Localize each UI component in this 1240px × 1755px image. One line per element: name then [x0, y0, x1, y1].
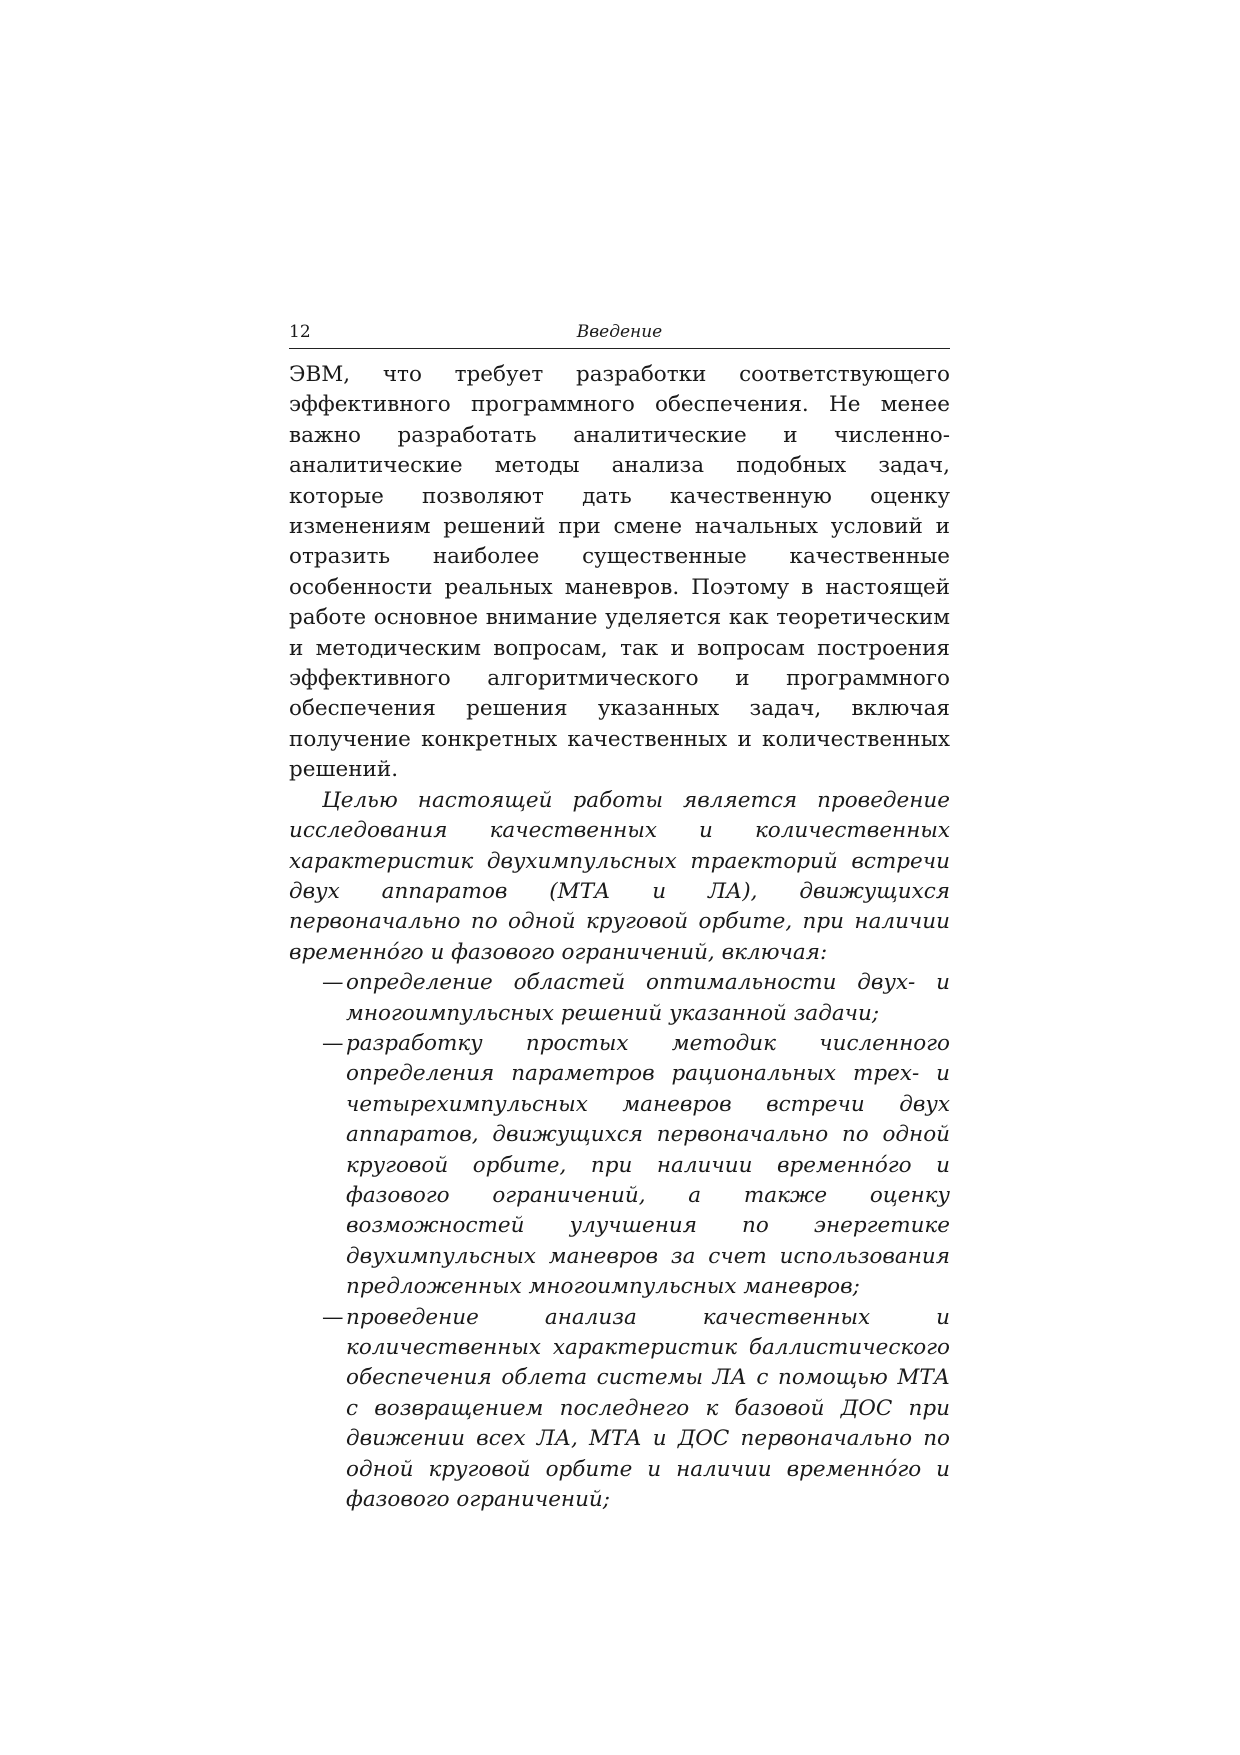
list-item-text: разработку простых методик численного определения параметров рациональных трех- и четырехимпульсных маневров встречи двух аппаратов, движущихся первоначально по одной круговой орбите, при наличии временнóго и фазового ограничений, а также оценку возможностей улучшения по энергетике двухимпульсных маневров за счет использования предложенных многоимпульсных маневров;	[346, 1030, 950, 1300]
bullet-dash: —	[322, 1304, 344, 1330]
running-header	[289, 318, 950, 349]
bullet-dash: —	[322, 1030, 344, 1056]
list-item	[322, 968, 950, 1029]
list-item	[322, 1029, 950, 1303]
list-item-text: проведение анализа качественных и количественных характеристик баллистического обеспечения облета системы ЛА с помощью МТА с возвращением последнего к базовой ДОС при движении всех ЛА, МТА и ДОС первоначально по одной круговой орбите и наличии временнóго и фазового ограничений;	[346, 1304, 950, 1513]
body-text	[289, 360, 950, 1515]
bullet-dash: —	[322, 970, 344, 996]
list-item-text: определение областей оптимальности двух- и многоимпульсных решений указанной задачи;	[346, 970, 950, 1026]
paragraph-goal: Целью настоящей работы является проведение исследования качественных и количественных характеристик двухимпульсных траекторий встречи двух аппаратов (МТА и ЛА), движущихся первоначально по одной круговой орбите, при наличии временнóго и фазового ограничений, включая:	[289, 787, 950, 965]
list-item	[322, 1303, 950, 1516]
section-title: Введение	[576, 322, 663, 342]
book-page	[289, 318, 950, 1515]
bullet-list	[289, 968, 950, 1515]
paragraph: ЭВМ, что требует разработки соответствующего эффективного программного обеспечения. Не менее важно разработать аналитические и численно-аналитические методы анализа подобных задач, которые позволяют дать качественную оценку изменениям решений при смене начальных условий и отразить наиболее существенные качественные особенности реальных маневров. Поэтому в настоящей работе основное внимание уделяется как теоретическим и методическим вопросам, так и вопросам построения эффективного алгоритмического и программного обеспечения решения указанных задач, включая получение конкретных качественных и количественных решений.	[289, 362, 950, 783]
page-number: 12	[289, 322, 311, 342]
